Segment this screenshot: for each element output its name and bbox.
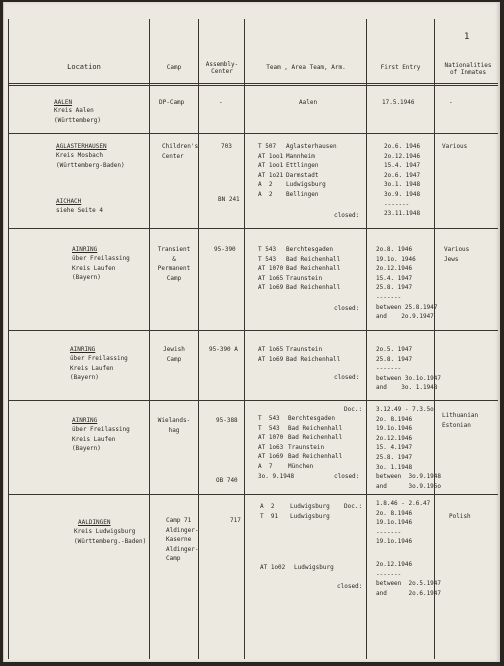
first-entry: 17.5.1946 xyxy=(382,99,415,106)
closed-label: closed: xyxy=(334,374,360,381)
header-first-entry: First Entry xyxy=(380,64,421,71)
row-divider xyxy=(8,228,498,229)
header-location: Location xyxy=(67,63,101,71)
doc-label: Doc.: xyxy=(344,503,363,510)
first-entry: 2o.6. 1946 2o.12.1946 15.4. 1947 2o.6. 1947 3o.1. 1948 3o.9. 1948 ------- 23.11.1948 xyxy=(384,143,421,218)
location-detail: Kreis Aalen (Württemberg) xyxy=(54,107,101,124)
location-detail: Kreis Mosbach (Württemberg-Baden) xyxy=(56,152,125,169)
header-team: Team , Area Team, Arm. xyxy=(266,64,346,71)
location-detail: über Freilassing Kreis Laufen (Bayern) xyxy=(70,355,128,382)
row-divider xyxy=(8,133,498,134)
location-title: AINRING xyxy=(72,417,98,424)
row-divider xyxy=(8,400,498,401)
team: Aalen xyxy=(299,99,318,106)
camp-type: Camp 71 Aldinger- Kaserne Aldinger- Camp xyxy=(166,517,199,563)
closed-label: closed: xyxy=(334,305,360,312)
nationality: - xyxy=(449,99,453,106)
assembly-center: - xyxy=(219,99,223,106)
team-codes: A 2 T 91 xyxy=(260,503,279,520)
location-title: AGLASTERHAUSEN xyxy=(56,143,107,150)
location-detail: über Freilassing Kreis Laufen (Bayern) xyxy=(72,426,130,453)
team-places: Traunstein Bad Reichenhall xyxy=(286,346,341,363)
camp-type: Transient & Permanent Camp xyxy=(157,246,191,282)
first-entry: 2o.8. 1946 19.1o. 1946 2o.12.1946 15.4. 1947 25.8. 1947 ------- between 25.8.1947 and 2o.9.1947 xyxy=(376,246,438,321)
row-divider xyxy=(8,494,498,495)
header-rule xyxy=(8,83,498,84)
team-codes: T 543 T 543 AT 1070 AT 1o63 AT 1o69 A 7 3o. 9.1948 xyxy=(258,415,295,480)
page-number: 1 xyxy=(464,32,470,42)
nationality: Polish xyxy=(449,513,471,520)
nationality: Various xyxy=(442,143,468,150)
location-title: AINRING xyxy=(72,246,98,253)
closed-label: closed: xyxy=(334,473,360,480)
location-detail: über Freilassing Kreis Laufen (Bayern) xyxy=(72,255,130,282)
column-divider xyxy=(8,19,9,659)
team-places: Berchtesgaden Bad Reichenhall Bad Reichenhall Traunstein Bad Reichenhall München xyxy=(288,415,343,470)
closed-label: closed: xyxy=(337,583,363,590)
doc-label: Doc.: xyxy=(344,406,363,413)
first-entry: 2o.12.1946 ------- between 2o.5.1947 and 2o.6.1947 xyxy=(376,561,442,597)
team-places: Berchtesgaden Bad Reichenhall Bad Reichenhall Traunstein Bad Reichenhall xyxy=(286,246,341,292)
team-codes: T 507 AT 1oo1 AT 1oo1 AT 1o21 A 2 A 2 xyxy=(258,143,284,198)
first-entry: 2o.5. 1947 25.8. 1947 ------- between 3o.1o.1947 and 3o. 1.1948 xyxy=(376,346,442,392)
first-entry: 1.8.46 - 2.6.47 2o. 8.1946 19.1o.1946 ------- 19.1o.1946 xyxy=(376,500,431,546)
camp-type: Jewish Camp xyxy=(163,346,185,363)
header-nationalities: Nationalities of Inmates xyxy=(444,62,492,76)
assembly-center: 95-390 xyxy=(214,246,236,253)
row-divider xyxy=(8,330,498,331)
header-rule xyxy=(8,85,498,86)
location-title: AALEN xyxy=(54,99,73,106)
team-codes: T 543 T 543 AT 1070 AT 1o65 AT 1o69 xyxy=(258,246,284,292)
location-detail: siehe Seite 4 xyxy=(56,207,103,214)
team-codes: AT 1o65 AT 1o69 xyxy=(258,346,284,363)
closed-label: closed: xyxy=(334,212,360,219)
team-places: Ludwigsburg xyxy=(294,564,334,571)
assembly-center: 95-390 A xyxy=(209,346,238,353)
document-page xyxy=(3,2,500,662)
camp-type: DP-Camp xyxy=(159,99,185,106)
assembly-center: 703 xyxy=(221,143,232,150)
nationality: Lithuanian Estonian xyxy=(442,412,479,429)
location-detail: Kreis Ludwigsburg (Württemberg.-Baden) xyxy=(74,528,147,545)
camp-type: Children's Center xyxy=(162,143,199,160)
column-divider xyxy=(149,19,150,659)
column-divider xyxy=(366,19,367,659)
nationality: Various Jews xyxy=(444,246,470,263)
header-assembly-center: Assembly- Center xyxy=(205,61,239,75)
header-camp: Camp xyxy=(166,64,182,71)
assembly-center: OB 740 xyxy=(216,477,238,484)
location-title: AALDINGEN xyxy=(78,519,111,526)
assembly-center: 95-388 xyxy=(216,417,238,424)
camp-type: Wielands- hag xyxy=(157,417,191,434)
team-places: Aglasterhausen Mannheim Ettlingen Darmstadt Ludwigsburg Bellingen xyxy=(286,143,337,198)
location-title: AICHACH xyxy=(56,198,82,205)
team-codes: AT 1o02 xyxy=(260,564,286,571)
team-places: Ludwigsburg Ludwigsburg xyxy=(290,503,330,520)
location-title: AINRING xyxy=(70,346,96,353)
assembly-center: 717 xyxy=(230,517,241,524)
first-entry: 3.12.49 - 7.3.5o 2o. 8.1946 19.1o.1946 2o.12.1946 15. 4.1947 25.8. 1947 3o. 1.1948 between 3o.9.1948 and 3o.9.195o xyxy=(376,406,442,490)
column-divider xyxy=(244,19,245,659)
assembly-center: BN 241 xyxy=(218,196,240,203)
